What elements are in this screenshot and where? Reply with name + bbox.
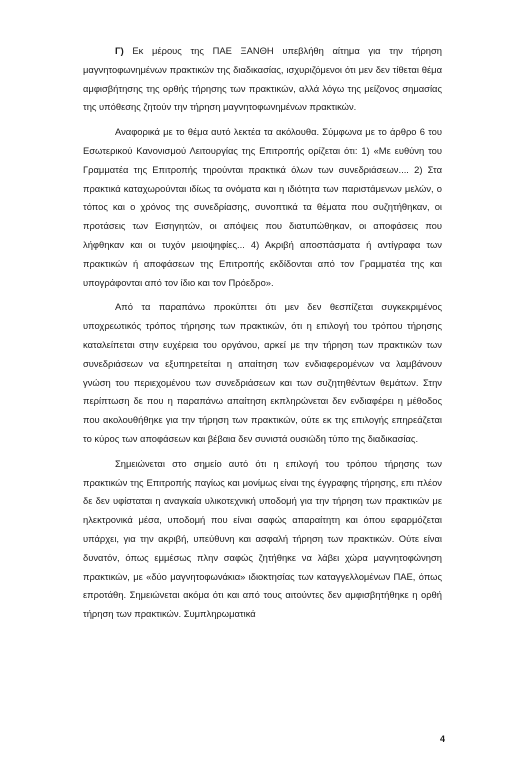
- paragraph-3-text: Από τα παραπάνω προκύπτει ότι μεν δεν θεσπίζεται συγκεκριμένος υποχρεωτικός τρόπος τήρησης των πρακτικών, ότι η επιλογή του τρόπου τήρησης καταλείπεται στην ευχέρεια του οργάνου, αρκεί με την τήρηση των πρακτικών των συνεδριάσεων να εξυπηρετείται η απαίτηση των ενδιαφερομένων να λαμβάνουν γνώση του περιεχομένου των συνεδριάσεων και των συζητηθέντων θεμάτων. Στην περίπτωση δε που η παραπάνω απαίτηση εκπληρώνεται δεν ενδιαφέρει η μέθοδος που ακολουθήθηκε για την τήρηση των πρακτικών, ούτε εκ της επιλογής επηρεάζεται το κύρος των αποφάσεων και βέβαια δεν συνιστά ουσιώδη τύπο της διαδικασίας.: [83, 301, 442, 444]
- paragraph-4-text: Σημειώνεται στο σημείο αυτό ότι η επιλογή του τρόπου τήρησης των πρακτικών της Επιτροπής παγίως και μονίμως είναι της έγγραφης τήρησης, επι πλέον δε δεν υφίσταται η αναγκαία υλικοτεχνική υποδομή για την τήρηση των πρακτικών με ηλεκτρονικά μέσα, υποδομή που είναι σαφώς απαραίτητη και όπου εφαρμόζεται υπάρχει, για την ακριβή, υπεύθυνη και ασφαλή τήρηση των πρακτικών. Ούτε είναι δυνατόν, όπως εμμέσως πλην σαφώς ζητήθηκε να λάβει χώρα μαγνητοφώνηση πρακτικών, με «δύο μαγνητοφωνάκια» ιδιοκτησίας των καταγγελλομένων ΠΑΕ, όπως επροτάθη. Σημειώνεται ακόμα ότι και από τους αιτούντες δεν αμφισβητήθηκε η ορθή τήρηση των πρακτικών. Συμπληρωματικά: [83, 457, 442, 620]
- document-body: [83, 42, 442, 630]
- page-number: 4: [440, 734, 446, 744]
- paragraph-2: [83, 123, 442, 292]
- paragraph-4: [83, 455, 442, 624]
- paragraph-3: [83, 298, 442, 448]
- paragraph-1-lead: Γ): [115, 45, 124, 56]
- paragraph-1: [83, 42, 442, 117]
- paragraph-1-text: Εκ μέρους της ΠΑΕ ΞΑΝΘΗ υπεβλήθη αίτημα για την τήρηση μαγνητοφωνημένων πρακτικών της διαδικασίας, ισχυριζόμενοι ότι μεν δεν τίθεται θέμα αμφισβήτησης της ορθής τήρησης των πρακτικών, αλλά λόγω της μείζονος σημασίας της υπόθεσης ζητούν την τήρηση μαγνητοφωνημένων πρακτικών.: [83, 45, 442, 113]
- paragraph-2-text: Αναφορικά με το θέμα αυτό λεκτέα τα ακόλουθα. Σύμφωνα με το άρθρο 6 του Εσωτερικού Κανονισμού Λειτουργίας της Επιτροπής ορίζεται ότι: 1) «Με ευθύνη του Γραμματέα της Επιτροπής τηρούνται πρακτικά όλων των συνεδριάσεων.... 2) Στα πρακτικά καταχωρούνται ιδίως τα ονόματα και η ιδιότητα των παριστάμενων μελών, ο τόπος και ο χρόνος της συνεδρίασης, συνοπτικά τα θέματα που συζητήθηκαν, οι προτάσεις των Εισηγητών, οι απόψεις που διατυπώθηκαν, οι αποφάσεις που λήφθηκαν και οι τυχόν μειοψηφίες... 4) Ακριβή αποσπάσματα ή αντίγραφα των πρακτικών ή αποφάσεων της Επιτροπής εκδίδονται από τον Γραμματέα της και υπογράφονται από τον ίδιο και τον Πρόεδρο».: [83, 126, 442, 288]
